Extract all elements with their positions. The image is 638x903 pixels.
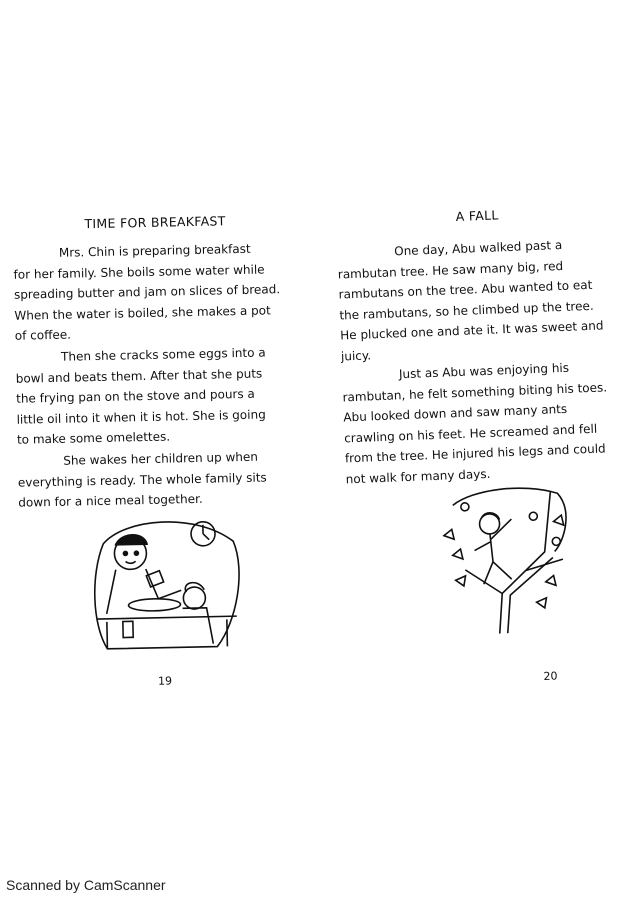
- story-paragraph: Then she cracks some eggs into a bowl and beats them. After that she puts the frying pan on the stove and pours a little oil into it when it is hot. She is going to make some omelettes.: [15, 345, 266, 447]
- story-paragraph: She wakes her children up when everything is ready. The whole family sits down for a nice meal together.: [17, 449, 267, 510]
- page-number: 20: [543, 669, 558, 683]
- story-title: TIME FOR BREAKFAST: [84, 213, 226, 232]
- left-page: [0, 193, 330, 700]
- story-title: A FALL: [455, 207, 499, 224]
- boy-in-tree-illustration: [432, 481, 578, 636]
- right-page: [325, 188, 638, 700]
- family-breakfast-illustration: [85, 511, 248, 659]
- story-paragraph: Just as Abu was enjoying his rambutan, he felt something biting his toes. Abu looked down and saw many ants crawling on his feet. He screamed and fell from the tree. He injured his legs and could not walk for many days.: [341, 360, 608, 486]
- scanner-watermark: Scanned by CamScanner: [6, 877, 166, 893]
- page-number: 19: [157, 674, 173, 688]
- story-paragraph: Mrs. Chin is preparing breakfast for her family. She boils some water while spreading butter and jam on slices of bread. When the water is boiled, she makes a pot of coffee.: [12, 241, 281, 343]
- story-paragraph: One day, Abu walked past a rambutan tree. He saw many big, red rambutans on the tree. Abu wanted to eat the rambutans, so he climbed up the tree. He plucked one and ate it. It was sweet and juicy.: [336, 237, 604, 363]
